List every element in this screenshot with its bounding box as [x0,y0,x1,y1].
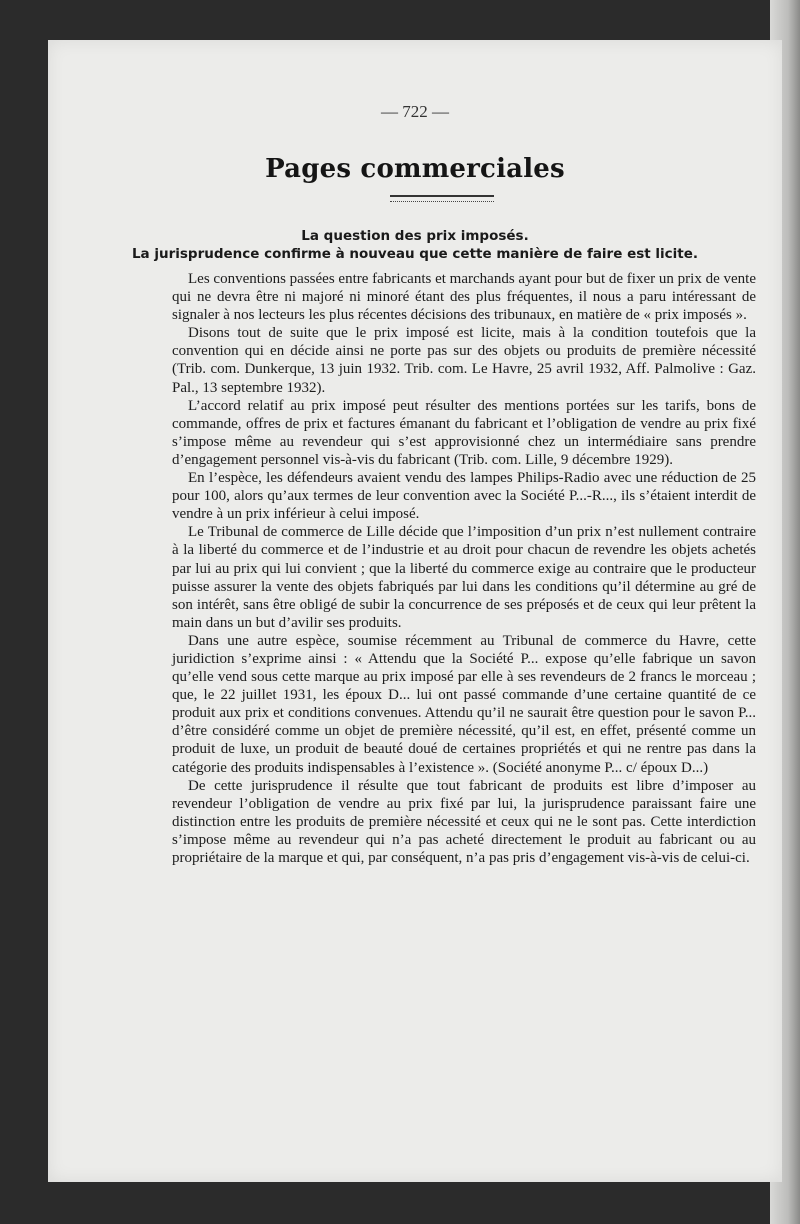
paragraph: Les conventions passées entre fabricants et marchands ayant pour but de fixer un prix de vente qui ne devra être ni majoré ni minoré étant des plus fréquentes, il nous a paru intéressant de signaler à nos lecteurs les plus récentes décisions des tribunaux, en matière de « prix imposés ». [172,271,756,324]
article-body [172,270,756,867]
paragraph: L’accord relatif au prix imposé peut résulter des mentions portées sur les tarifs, bons de commande, offres de prix et factures émanant du fabricant et l’obligation de vendre au prix fixé s’impose même au revendeur qui s’est approvisionné chez un intermédiaire sans prendre d’engagement personnel vis-à-vis du fabricant (Trib. com. Lille, 9 décembre 1929). [172,397,756,468]
paragraph: De cette jurisprudence il résulte que tout fabricant de produits est libre d’imposer au revendeur l’obligation de vendre au prix fixé par lui, la jurisprudence paraissant faire une distinction entre les produits de première nécessité et ceux qui ne le sont pas. Cette interdiction s’impose même au revendeur qui n’a pas acheté directement le produit au fabricant ou au propriétaire de la marque et qui, par conséquent, n’a pas pris d’engagement vis-à-vis de celui-ci. [172,777,756,866]
title-underline-rule [390,195,494,202]
paragraph: Le Tribunal de commerce de Lille décide que l’imposition d’un prix n’est nullement contraire à la liberté du commerce et de l’industrie et au droit pour chacun de revendre les objets achetés par lui au prix qui lui convient ; que la liberté du commerce exige au contraire que le producteur puisse assurer la vente des objets fabriqués par lui dans les conditions qu’il détermine au gré de son intérêt, sans être obligé de subir la concurrence de ses préposés et de ceux qui leur prêtent la main dans un but d’avilir ses produits. [172,524,756,631]
document-page [48,40,782,1182]
paragraph: Dans une autre espèce, soumise récemment au Tribunal de commerce du Havre, cette juridiction s’exprime ainsi : « Attendu que la Société P... expose qu’elle fabrique un savon qu’elle vend sous cette marque au prix imposé par elle à ses revendeurs de 2 francs le morceau ; que, le 22 juillet 1931, les époux D... lui ont passé commande d’une certaine quantité de ce produit aux prix et conditions convenues. Attendu qu’il ne saurait être question pour le savon P... d’être considéré comme un objet de première nécessité, qu’il est, en effet, présenté comme un produit de luxe, un produit de beauté doué de certaines propriétés et qui ne rentre pas dans la catégorie des produits indispensables à l’existence ». (Société anonyme P... c/ époux D...) [172,632,756,776]
section-title: Pages commerciales [265,154,565,184]
paragraph: Disons tout de suite que le prix imposé est licite, mais à la condition toutefois que la convention qui en décide ainsi ne porte pas sur des objets ou produits de première nécessité (Trib. com. Dunkerque, 13 juin 1932. Trib. com. Le Havre, 25 avril 1932, Aff. Palmolive : Gaz. Pal., 13 septembre 1932). [172,325,756,396]
page-number: — 722 — [381,102,449,121]
article-heading: La question des prix imposés. [301,228,529,244]
paragraph: En l’espèce, les défendeurs avaient vendu des lampes Philips-Radio avec une réduction de 25 pour 100, alors qu’aux termes de leur convention avec la Société P...-R..., ils s’étaient interdit de vendre à un prix inférieur à celui imposé. [172,470,756,523]
article-subheading: La jurisprudence confirme à nouveau que cette manière de faire est licite. [131,246,699,262]
